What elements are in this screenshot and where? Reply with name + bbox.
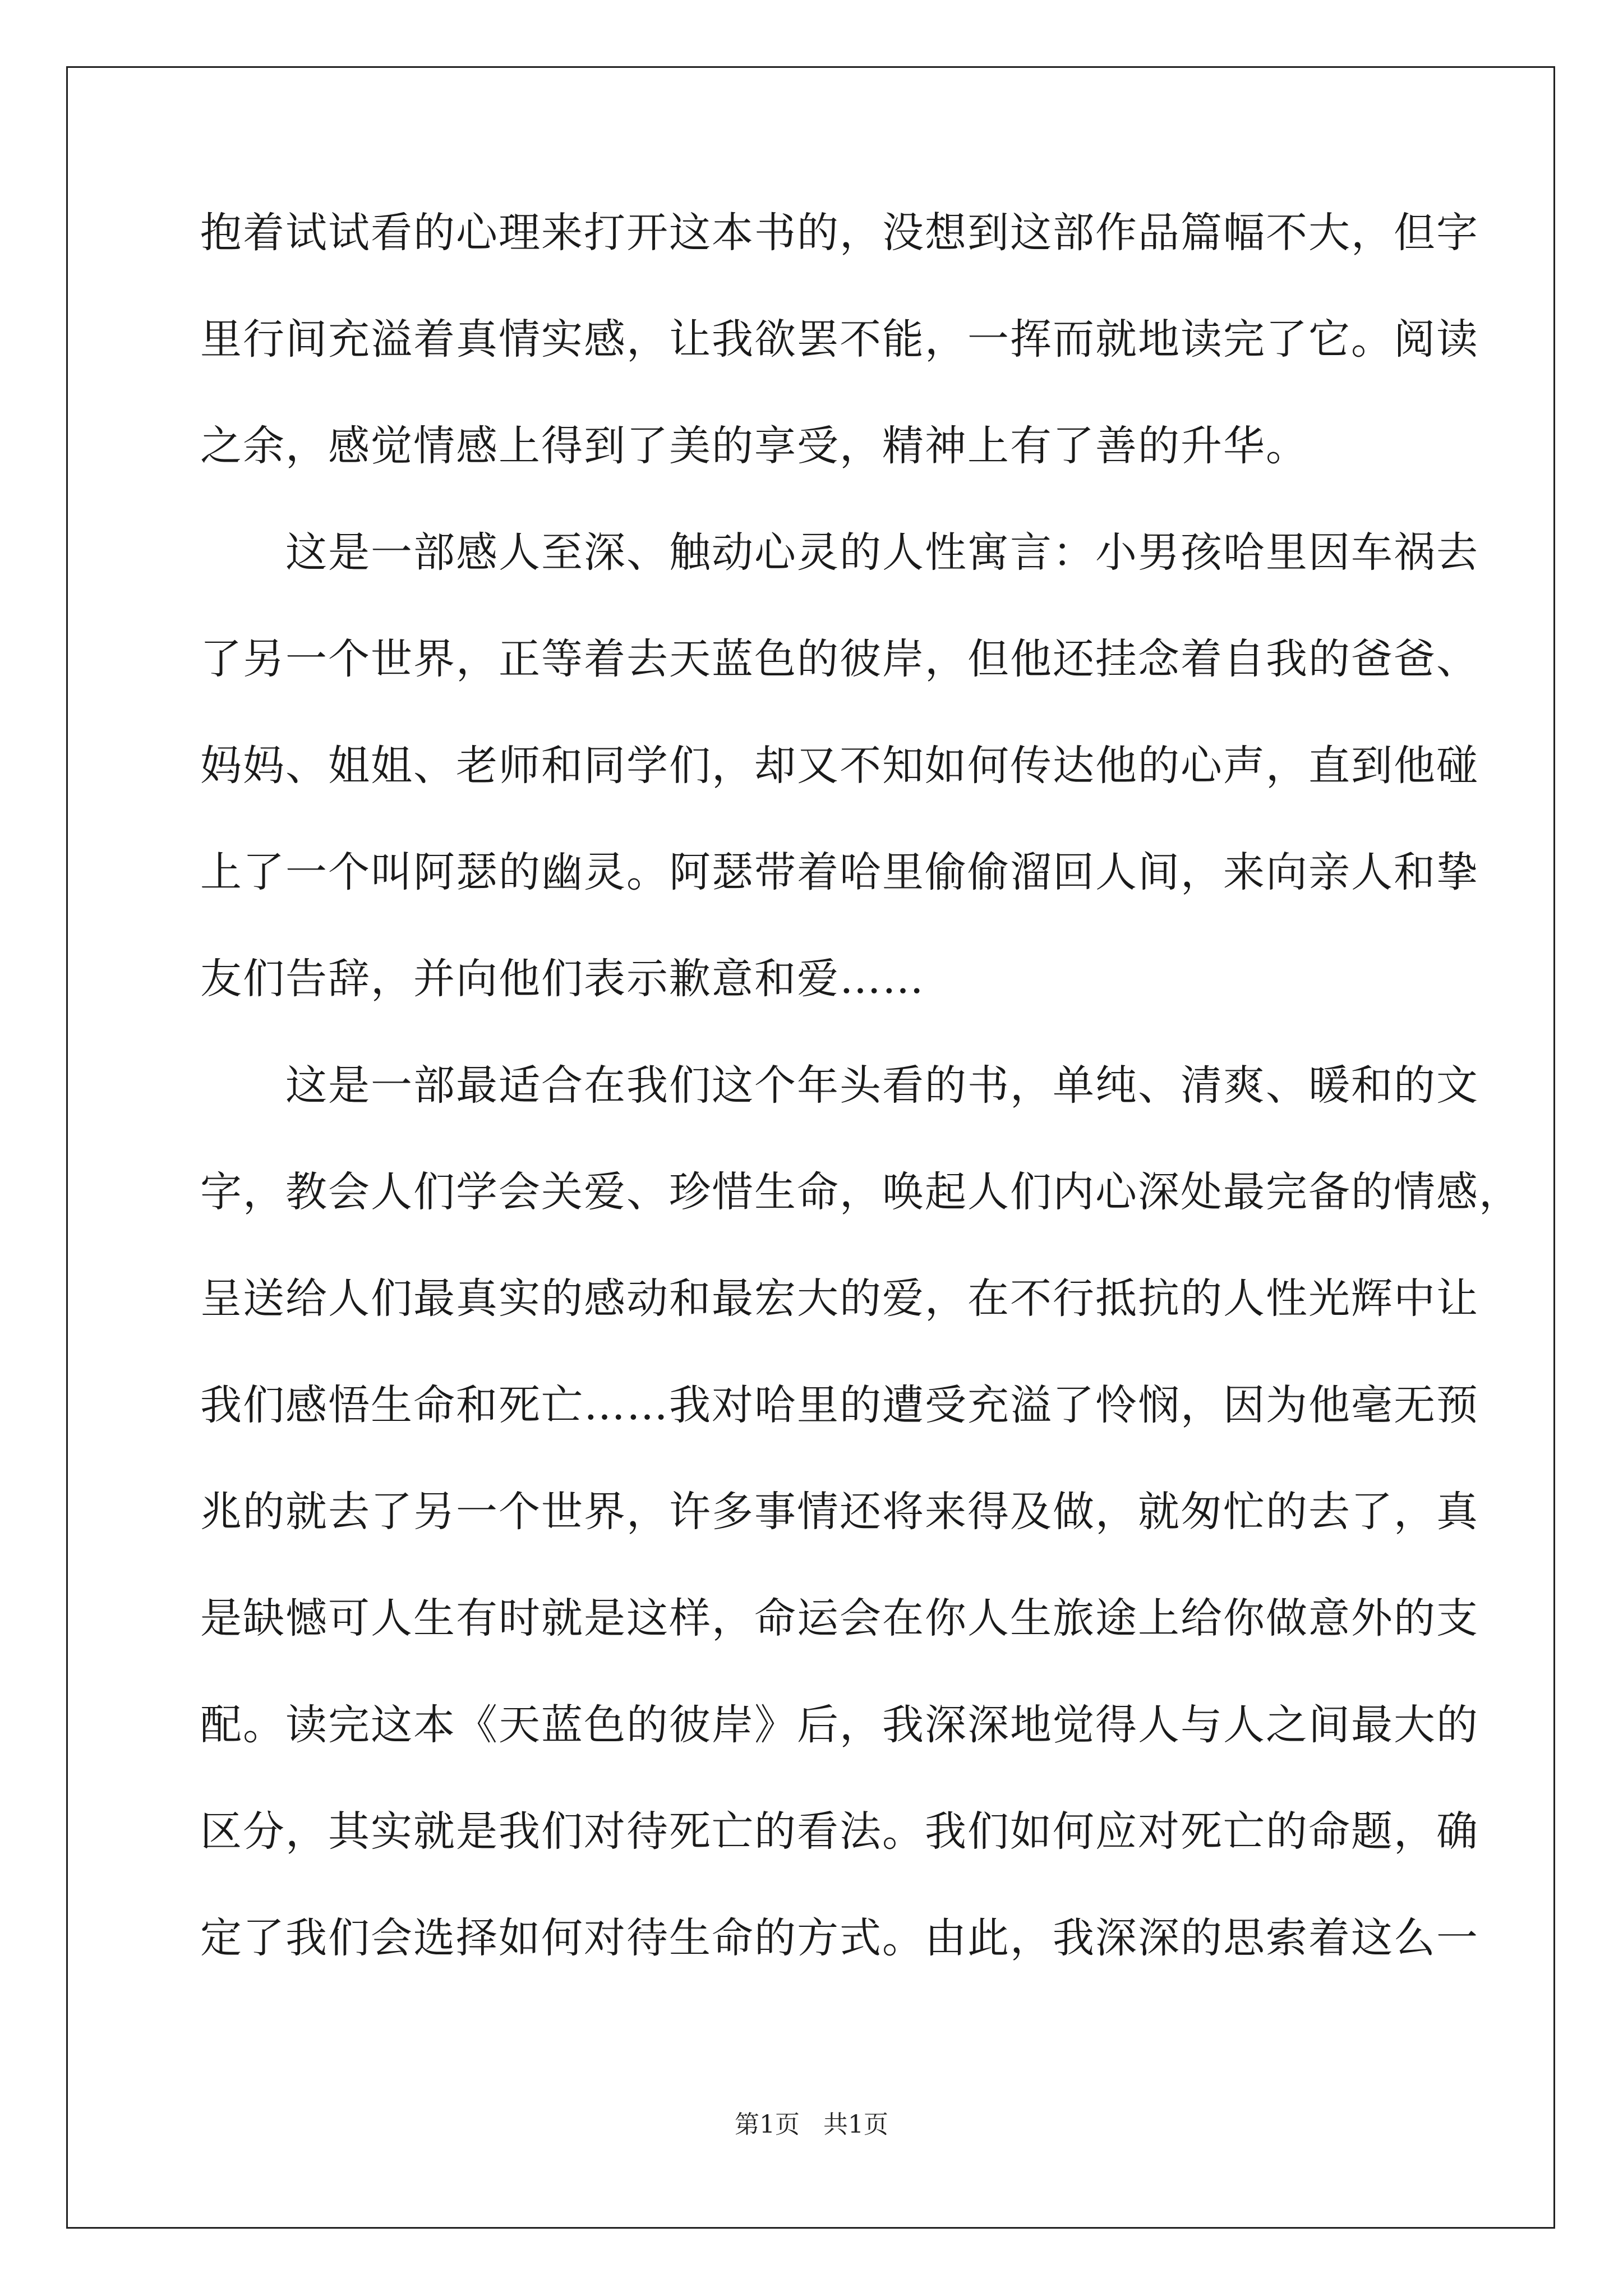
text-line: 里行间充溢着真情实感，让我欲罢不能，一挥而就地读完了它。阅读 [200,315,1479,364]
text-line: 了另一个世界，正等着去天蓝色的彼岸，但他还挂念着自我的爸爸、 [200,635,1479,683]
text-line: 定了我们会选择如何对待生命的方式。由此，我深深的思索着这么一 [200,1914,1479,1962]
page-number: 第1页 [735,2110,800,2139]
text-line: 我们感悟生命和死亡……我对哈里的遭受充溢了怜悯，因为他毫无预 [200,1381,1479,1429]
document-body [200,199,1521,2050]
text-line: 字，教会人们学会关爱、珍惜生命，唤起人们内心深处最完备的情感， [200,1168,1521,1216]
text-line: 配。读完这本《天蓝色的彼岸》后，我深深地觉得人与人之间最大的 [200,1701,1479,1749]
text-line: 之余，感觉情感上得到了美的享受，精神上有了善的升华。 [200,422,1308,470]
page-footer [0,2108,1623,2142]
text-line: 这是一部最适合在我们这个年头看的书，单纯、清爽、暖和的文 [200,1061,1479,1110]
text-line: 是缺憾可人生有时就是这样，命运会在你人生旅途上给你做意外的支 [200,1594,1479,1642]
text-line: 区分，其实就是我们对待死亡的看法。我们如何应对死亡的命题，确 [200,1807,1479,1856]
page-total: 共1页 [823,2110,888,2139]
text-line: 抱着试试看的心理来打开这本书的，没想到这部作品篇幅不大，但字 [200,209,1479,257]
text-line: 友们告辞，并向他们表示歉意和爱…… [200,955,925,1003]
text-line: 上了一个叫阿瑟的幽灵。阿瑟带着哈里偷偷溜回人间，来向亲人和挚 [200,848,1479,896]
text-line: 呈送给人们最真实的感动和最宏大的爱，在不行抵抗的人性光辉中让 [200,1274,1479,1323]
text-line: 妈妈、姐姐、老师和同学们，却又不知如何传达他的心声，直到他碰 [200,742,1479,790]
text-line: 这是一部感人至深、触动心灵的人性寓言：小男孩哈里因车祸去 [200,528,1479,577]
text-line: 兆的就去了另一个世界，许多事情还将来得及做，就匆忙的去了，真 [200,1488,1479,1536]
